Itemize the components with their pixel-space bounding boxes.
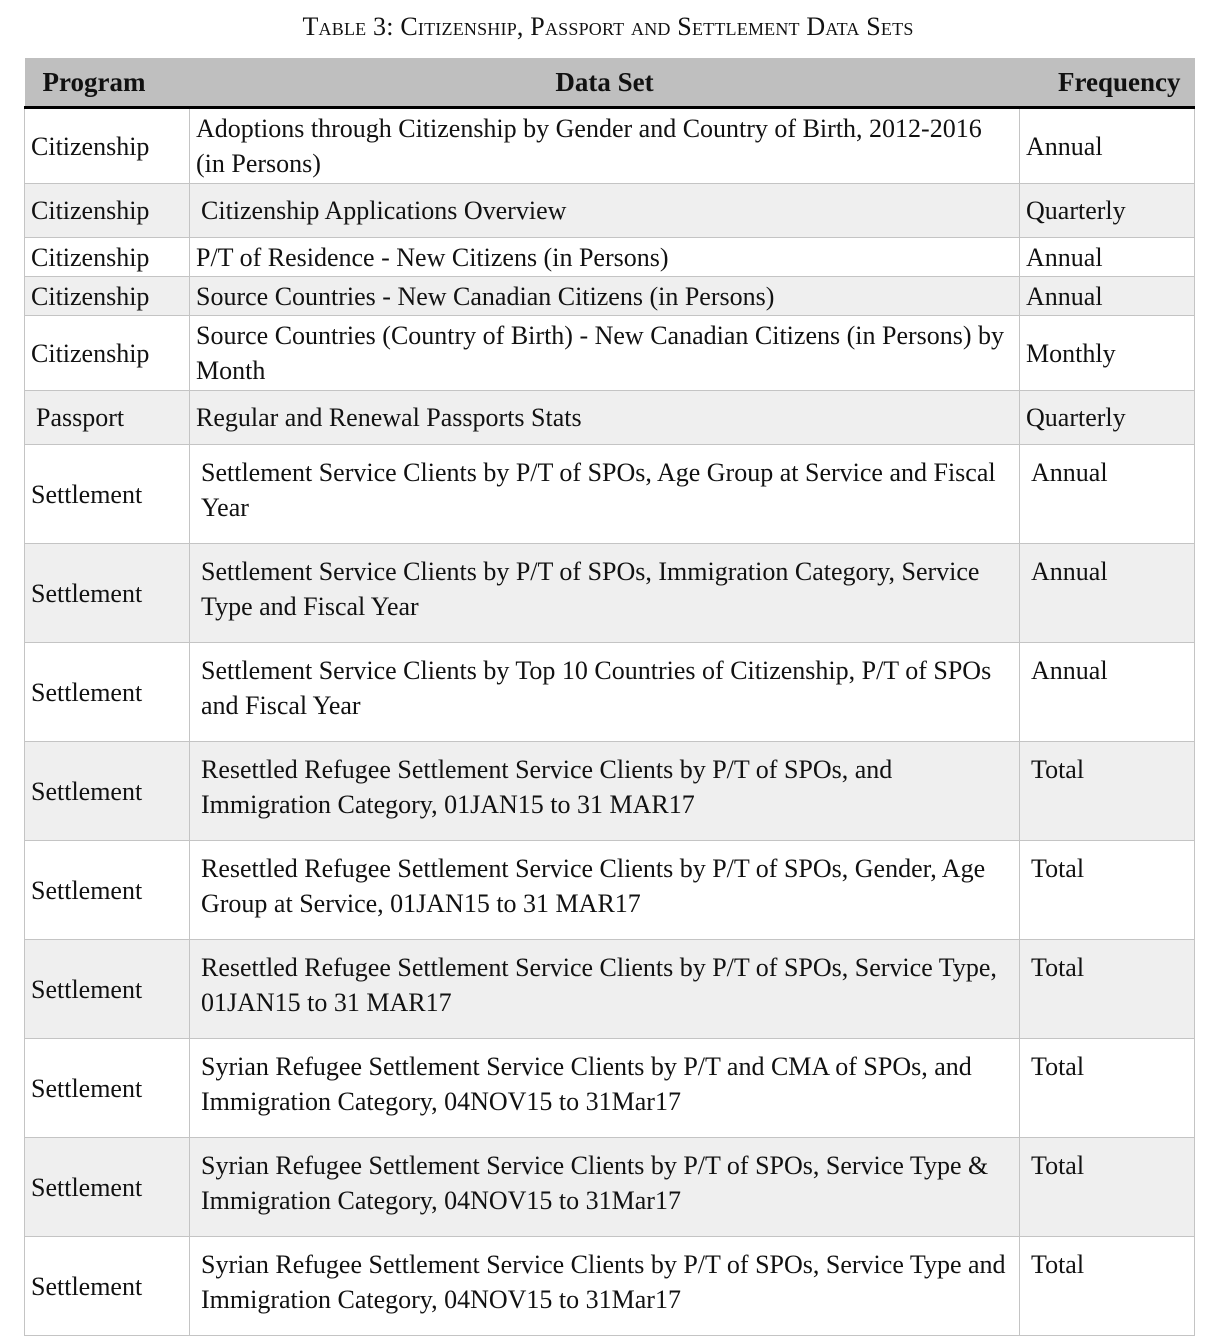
cell-frequency: Total	[1020, 1039, 1195, 1138]
table-row	[25, 940, 1195, 1039]
cell-frequency: Total	[1020, 841, 1195, 940]
cell-dataset: Settlement Service Clients by P/T of SPOs, Age Group at Service and Fiscal Year	[190, 445, 1020, 544]
header-row	[25, 58, 1195, 108]
cell-frequency: Total	[1020, 940, 1195, 1039]
cell-frequency: Quarterly	[1020, 391, 1195, 445]
cell-frequency: Total	[1020, 742, 1195, 841]
cell-frequency: Total	[1020, 1138, 1195, 1237]
table-row	[25, 544, 1195, 643]
header-dataset: Data Set	[190, 58, 1020, 108]
cell-frequency: Total	[1020, 1237, 1195, 1336]
header-frequency: Frequency	[1020, 58, 1195, 108]
cell-program: Citizenship	[25, 277, 190, 316]
table-row	[25, 841, 1195, 940]
header-program: Program	[25, 58, 190, 108]
cell-program: Citizenship	[25, 184, 190, 238]
cell-program: Settlement	[25, 940, 190, 1039]
cell-frequency: Annual	[1020, 277, 1195, 316]
cell-frequency: Annual	[1020, 643, 1195, 742]
cell-program: Settlement	[25, 544, 190, 643]
cell-program: Settlement	[25, 1138, 190, 1237]
cell-dataset: P/T of Residence - New Citizens (in Persons)	[190, 238, 1020, 277]
cell-program: Settlement	[25, 643, 190, 742]
cell-dataset: Source Countries - New Canadian Citizens (in Persons)	[190, 277, 1020, 316]
cell-dataset: Settlement Service Clients by Top 10 Countries of Citizenship, P/T of SPOs and Fiscal Year	[190, 643, 1020, 742]
cell-program: Citizenship	[25, 238, 190, 277]
cell-program: Settlement	[25, 445, 190, 544]
cell-dataset: Adoptions through Citizenship by Gender and Country of Birth, 2012-2016 (in Persons)	[190, 108, 1020, 184]
table-row	[25, 1039, 1195, 1138]
cell-program: Citizenship	[25, 108, 190, 184]
cell-dataset: Resettled Refugee Settlement Service Clients by P/T of SPOs, Service Type, 01JAN15 to 31 MAR17	[190, 940, 1020, 1039]
cell-frequency: Monthly	[1020, 316, 1195, 391]
table-row	[25, 316, 1195, 391]
cell-frequency: Annual	[1020, 544, 1195, 643]
cell-frequency: Annual	[1020, 445, 1195, 544]
cell-program: Settlement	[25, 841, 190, 940]
table-row	[25, 184, 1195, 238]
table-row	[25, 643, 1195, 742]
cell-dataset: Source Countries (Country of Birth) - New Canadian Citizens (in Persons) by Month	[190, 316, 1020, 391]
table-row	[25, 742, 1195, 841]
data-sets-table	[24, 58, 1195, 1336]
cell-dataset: Syrian Refugee Settlement Service Clients by P/T and CMA of SPOs, and Immigration Category, 04NOV15 to 31Mar17	[190, 1039, 1020, 1138]
cell-program: Passport	[25, 391, 190, 445]
cell-dataset: Resettled Refugee Settlement Service Clients by P/T of SPOs, Gender, Age Group at Service, 01JAN15 to 31 MAR17	[190, 841, 1020, 940]
cell-frequency: Annual	[1020, 108, 1195, 184]
cell-dataset: Resettled Refugee Settlement Service Clients by P/T of SPOs, and Immigration Category, 01JAN15 to 31 MAR17	[190, 742, 1020, 841]
cell-dataset: Settlement Service Clients by P/T of SPOs, Immigration Category, Service Type and Fiscal Year	[190, 544, 1020, 643]
cell-frequency: Quarterly	[1020, 184, 1195, 238]
cell-dataset: Syrian Refugee Settlement Service Clients by P/T of SPOs, Service Type & Immigration Category, 04NOV15 to 31Mar17	[190, 1138, 1020, 1237]
table-caption: Table 3: Citizenship, Passport and Settlement Data Sets	[302, 12, 914, 41]
cell-program: Citizenship	[25, 316, 190, 391]
cell-dataset: Regular and Renewal Passports Stats	[190, 391, 1020, 445]
table-row	[25, 445, 1195, 544]
cell-program: Settlement	[25, 1237, 190, 1336]
table-row	[25, 108, 1195, 184]
cell-frequency: Annual	[1020, 238, 1195, 277]
table-row	[25, 1237, 1195, 1336]
cell-program: Settlement	[25, 1039, 190, 1138]
table-row	[25, 238, 1195, 277]
table-row	[25, 391, 1195, 445]
cell-program: Settlement	[25, 742, 190, 841]
cell-dataset: Citizenship Applications Overview	[190, 184, 1020, 238]
table-row	[25, 1138, 1195, 1237]
cell-dataset: Syrian Refugee Settlement Service Clients by P/T of SPOs, Service Type and Immigration Category, 04NOV15 to 31Mar17	[190, 1237, 1020, 1336]
table-row	[25, 277, 1195, 316]
